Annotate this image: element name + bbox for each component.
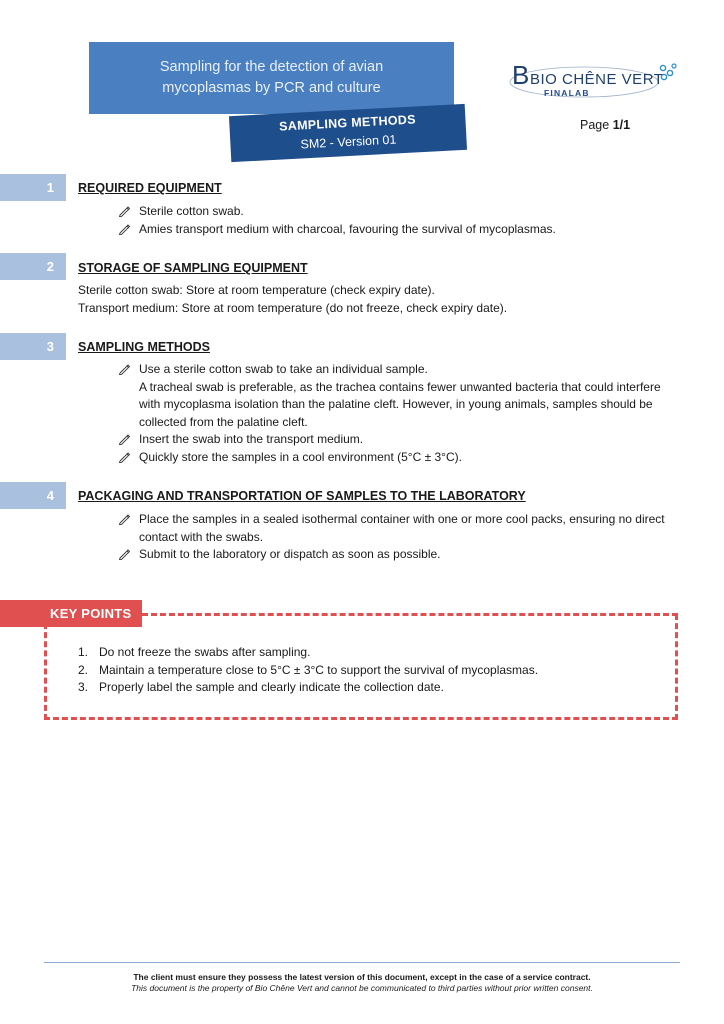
storage-text	[78, 281, 507, 317]
document-title	[89, 42, 454, 114]
title-line-1: Sampling for the detection of avian	[159, 59, 384, 75]
footer-line-2: This document is the property of Bio Chêne Vert and cannot be communicated to third parties without prior written consent.	[131, 983, 593, 993]
section-title-packaging: PACKAGING AND TRANSPORTATION OF SAMPLES TO THE LABORATORY	[78, 489, 526, 503]
pen-icon	[118, 548, 130, 560]
key-points-top-border	[142, 613, 678, 616]
sampling-methods-list	[118, 361, 678, 466]
pen-icon	[118, 513, 130, 525]
bullet-text: Insert the swab into the transport medium.	[139, 432, 364, 446]
bullet-text: Quickly store the samples in a cool environment (5°C ± 3°C).	[139, 449, 462, 464]
page-value: 1/1	[612, 118, 631, 132]
footer	[0, 972, 724, 994]
section-number-4: 4	[0, 482, 66, 509]
method-label: SAMPLING METHODS	[278, 112, 417, 134]
note-line: with mycoplasma isolation than the palatine cleft. However, in young animals, samples should be	[139, 397, 653, 411]
page-indicator	[580, 118, 630, 132]
list-item	[118, 546, 678, 564]
bullet-text: Amies transport medium with charcoal, favouring the survival of mycoplasmas.	[139, 221, 556, 236]
section-number-2: 2	[0, 253, 66, 280]
list-item	[118, 203, 678, 221]
section-title-required-equipment: REQUIRED EQUIPMENT	[78, 181, 222, 195]
bullet-text: Place the samples in a sealed isothermal container with one or more cool packs, ensuring no direct	[139, 512, 665, 526]
bullet-text: Submit to the laboratory or dispatch as soon as possible.	[139, 547, 441, 561]
pen-icon	[118, 451, 130, 463]
section-number-1: 1	[0, 174, 66, 201]
bullet-text: Use a sterile cotton swab to take an individual sample.	[139, 362, 428, 376]
list-item	[118, 449, 678, 467]
logo-subtext: FINALAB	[544, 88, 590, 98]
pen-icon	[118, 433, 130, 445]
storage-line: Sterile cotton swab: Store at room temperature (check expiry date).	[78, 283, 435, 297]
note-line: A tracheal swab is preferable, as the trachea contains fewer unwanted bacteria that could interfere	[139, 379, 661, 394]
footer-divider	[44, 962, 680, 963]
version-label: SM2 - Version 01	[300, 132, 397, 152]
key-points-list	[78, 644, 538, 697]
section-title-storage: STORAGE OF SAMPLING EQUIPMENT	[78, 261, 308, 275]
title-line-2: mycoplasmas by PCR and culture	[162, 80, 381, 96]
list-item: 1. Do not freeze the swabs after sampling.	[78, 645, 311, 659]
required-equipment-list	[118, 203, 678, 238]
list-item	[118, 431, 678, 449]
logo-text: BIO CHÊNE VERT	[530, 71, 664, 88]
storage-line: Transport medium: Store at room temperature (do not freeze, check expiry date).	[78, 301, 508, 315]
bullet-continuation: contact with the swabs.	[139, 529, 264, 544]
list-item	[118, 511, 678, 546]
list-item: 3. Properly label the sample and clearly indicate the collection date.	[78, 680, 444, 694]
section-title-sampling-methods: SAMPLING METHODS	[78, 340, 210, 354]
key-points-title: KEY POINTS	[0, 600, 142, 627]
bio-chene-vert-logo	[508, 54, 680, 104]
list-item	[118, 361, 678, 431]
note-line: collected from the palatine cleft.	[139, 414, 308, 429]
list-item: 2. Maintain a temperature close to 5°C ± 3°C to support the survival of mycoplasmas.	[78, 662, 539, 677]
packaging-list	[118, 511, 678, 564]
pen-icon	[118, 363, 130, 375]
section-number-3: 3	[0, 333, 66, 360]
footer-line-1: The client must ensure they possess the latest version of this document, except in the case of a service contract.	[133, 972, 591, 982]
pen-icon	[118, 205, 130, 217]
pen-icon	[118, 223, 130, 235]
page-label: Page	[580, 118, 610, 132]
bullet-text: Sterile cotton swab.	[139, 204, 244, 218]
svg-text:B: B	[512, 60, 530, 90]
list-item	[118, 221, 678, 239]
